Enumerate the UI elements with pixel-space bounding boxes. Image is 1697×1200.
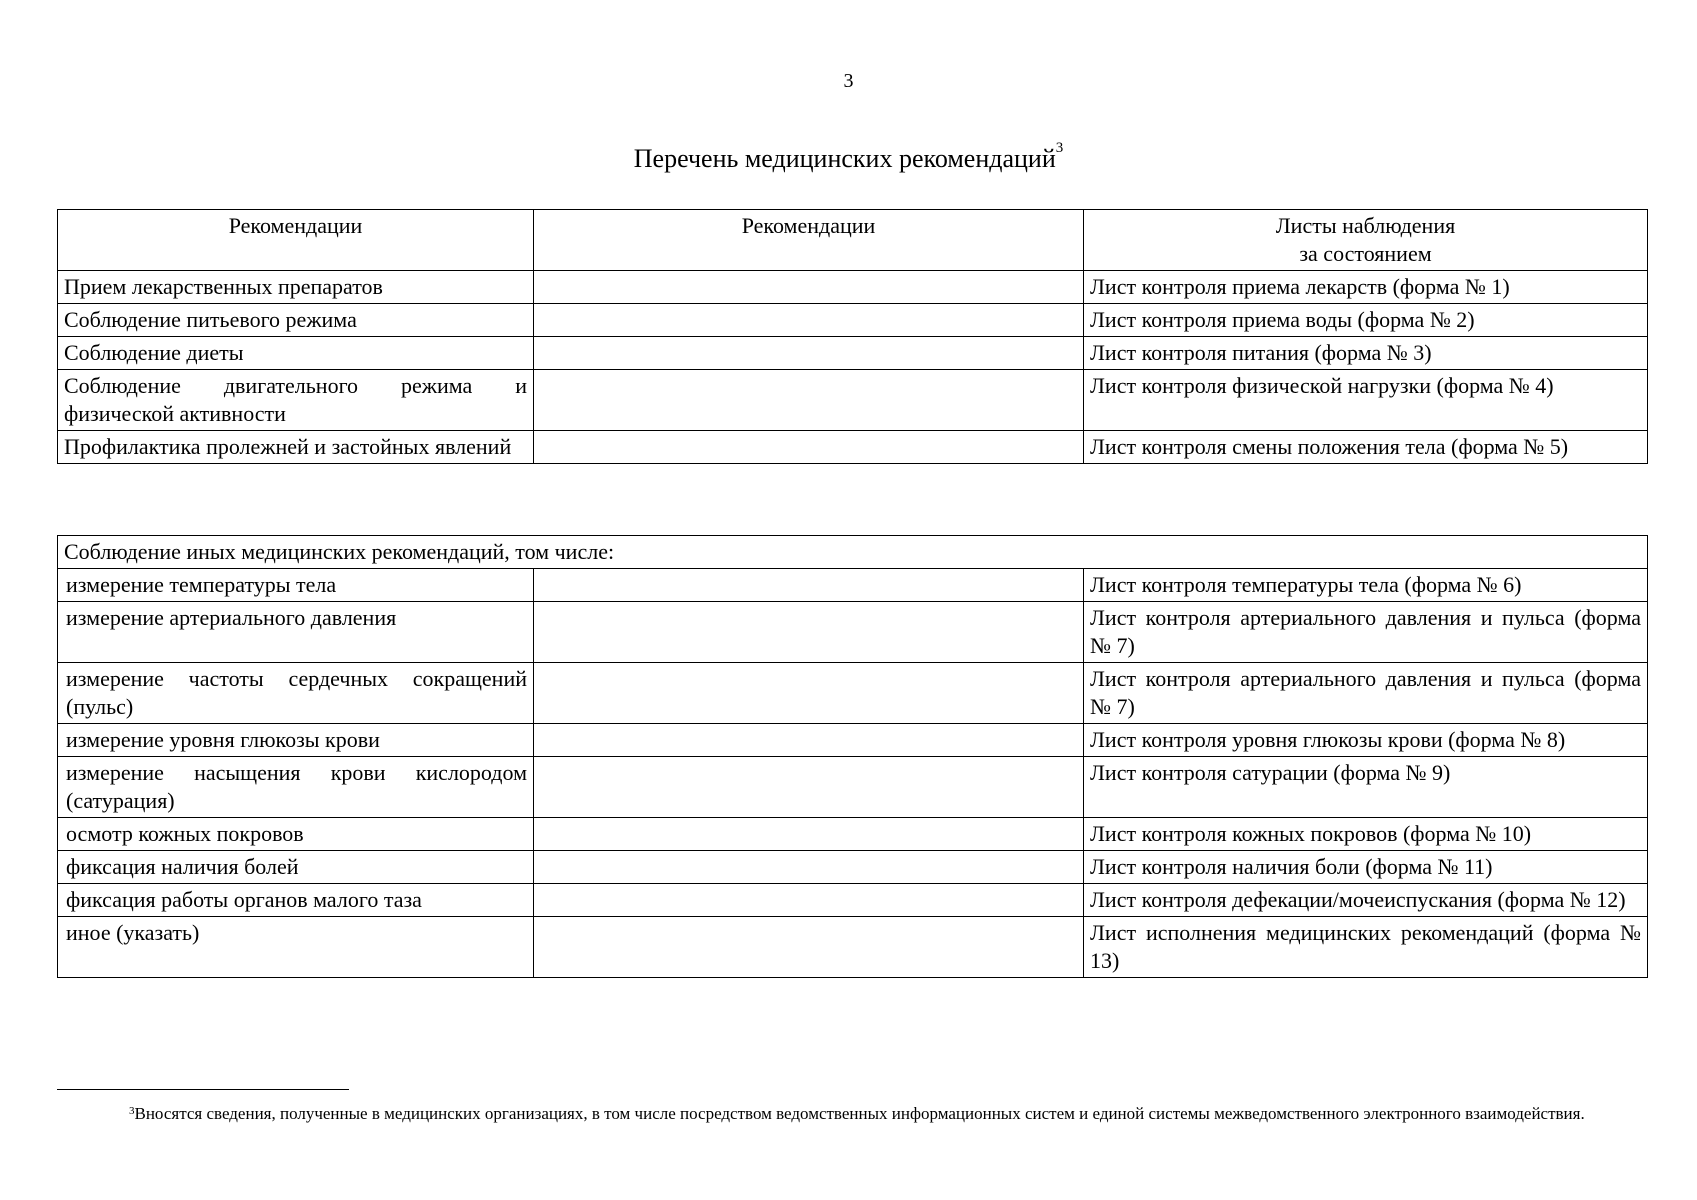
- recommendation-cell: Прием лекарственных препаратов: [58, 271, 534, 304]
- footnote-mark: 3: [129, 1105, 135, 1117]
- sheet-cell: Лист контроля кожных покровов (форма № 10): [1084, 818, 1648, 851]
- sheet-cell: Лист контроля приема воды (форма № 2): [1084, 304, 1648, 337]
- recommendation-cell: измерение температуры тела: [58, 569, 534, 602]
- sheet-cell: Лист контроля приема лекарств (форма № 1): [1084, 271, 1648, 304]
- entry-cell[interactable]: [534, 917, 1084, 978]
- table-row: [58, 757, 1648, 818]
- recommendation-cell: фиксация наличия болей: [58, 851, 534, 884]
- table-row: [58, 370, 1648, 431]
- entry-cell[interactable]: [534, 884, 1084, 917]
- recommendation-cell: измерение насыщения крови кислородом (сатурация): [58, 757, 534, 818]
- entry-cell[interactable]: [534, 724, 1084, 757]
- table-row: [58, 884, 1648, 917]
- entry-cell[interactable]: [534, 851, 1084, 884]
- table-row: [58, 271, 1648, 304]
- sheet-cell: Лист контроля артериального давления и пульса (форма № 7): [1084, 602, 1648, 663]
- recommendations-table: [57, 209, 1648, 464]
- sheet-cell: Лист контроля питания (форма № 3): [1084, 337, 1648, 370]
- recommendation-cell: осмотр кожных покровов: [58, 818, 534, 851]
- sheet-cell: Лист контроля дефекации/мочеиспускания (форма № 12): [1084, 884, 1648, 917]
- section-heading-row: [58, 536, 1648, 569]
- footnote-separator: [57, 1089, 349, 1090]
- sheet-cell: Лист исполнения медицинских рекомендаций (форма № 13): [1084, 917, 1648, 978]
- other-recommendations-table: [57, 535, 1648, 978]
- footnote: [57, 1101, 1647, 1126]
- entry-cell[interactable]: [534, 757, 1084, 818]
- page-title-text: Перечень медицинских рекомендаций: [633, 144, 1056, 173]
- sheet-cell: Лист контроля сатурации (форма № 9): [1084, 757, 1648, 818]
- table-row: [58, 602, 1648, 663]
- entry-cell[interactable]: [534, 370, 1084, 431]
- table-row: [58, 851, 1648, 884]
- recommendation-cell: Соблюдение двигательного режима и физической активности: [58, 370, 534, 431]
- table-row: [58, 724, 1648, 757]
- recommendation-cell: Профилактика пролежней и застойных явлений: [58, 431, 534, 464]
- table-row: [58, 431, 1648, 464]
- entry-cell[interactable]: [534, 663, 1084, 724]
- table-row: [58, 304, 1648, 337]
- entry-cell[interactable]: [534, 818, 1084, 851]
- sheet-cell: Лист контроля физической нагрузки (форма № 4): [1084, 370, 1648, 431]
- sheet-cell: Лист контроля температуры тела (форма № 6): [1084, 569, 1648, 602]
- entry-cell[interactable]: [534, 602, 1084, 663]
- entry-cell[interactable]: [534, 304, 1084, 337]
- recommendation-cell: измерение артериального давления: [58, 602, 534, 663]
- header-recommendations-2: Рекомендации: [534, 210, 1084, 271]
- recommendation-cell: измерение частоты сердечных сокращений (пульс): [58, 663, 534, 724]
- page-number: 3: [843, 70, 854, 92]
- recommendation-cell: Соблюдение питьевого режима: [58, 304, 534, 337]
- header-observation-sheets: Листы наблюдения за состоянием: [1084, 210, 1648, 271]
- table-header-row: [58, 210, 1648, 271]
- section-heading: Соблюдение иных медицинских рекомендаций, том числе:: [58, 536, 1648, 569]
- header-recommendations: Рекомендации: [58, 210, 534, 271]
- table-row: [58, 569, 1648, 602]
- sheet-cell: Лист контроля артериального давления и пульса (форма № 7): [1084, 663, 1648, 724]
- sheet-cell: Лист контроля уровня глюкозы крови (форма № 8): [1084, 724, 1648, 757]
- entry-cell[interactable]: [534, 271, 1084, 304]
- table-row: [58, 663, 1648, 724]
- recommendation-cell: измерение уровня глюкозы крови: [58, 724, 534, 757]
- sheet-cell: Лист контроля смены положения тела (форма № 5): [1084, 431, 1648, 464]
- table-row: [58, 337, 1648, 370]
- table-row: [58, 818, 1648, 851]
- recommendation-cell: Соблюдение диеты: [58, 337, 534, 370]
- entry-cell[interactable]: [534, 569, 1084, 602]
- page-title: [0, 140, 1697, 174]
- recommendation-cell: иное (указать): [58, 917, 534, 978]
- table-row: [58, 917, 1648, 978]
- sheet-cell: Лист контроля наличия боли (форма № 11): [1084, 851, 1648, 884]
- entry-cell[interactable]: [534, 337, 1084, 370]
- footnote-text: Вносятся сведения, полученные в медицинских организациях, в том числе посредством ведомственных информационных систем и единой системы межведомственного электронного взаимодействия.: [134, 1104, 1585, 1123]
- recommendation-cell: фиксация работы органов малого таза: [58, 884, 534, 917]
- title-footnote-mark: 3: [1055, 140, 1064, 156]
- entry-cell[interactable]: [534, 431, 1084, 464]
